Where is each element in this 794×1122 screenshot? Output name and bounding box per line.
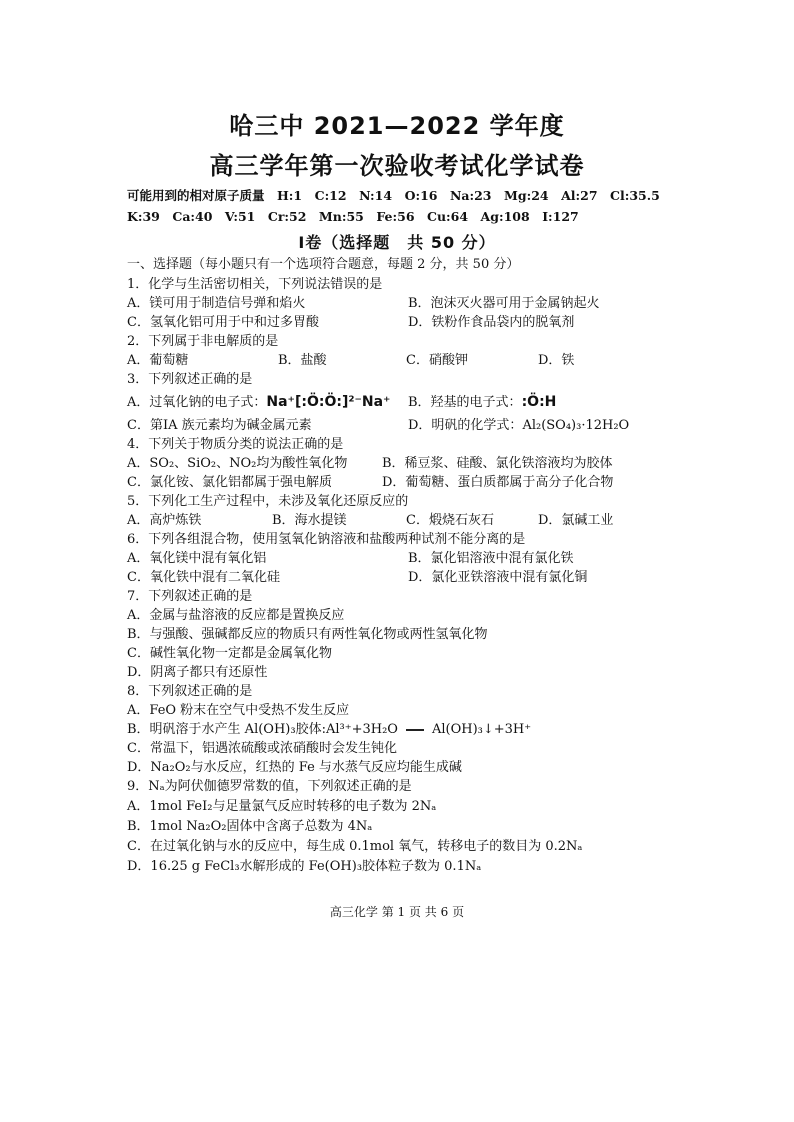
question-5-option-c: C．煅烧石灰石	[406, 513, 494, 528]
page-footer: 高三化学 第 1 页 共 6 页	[329, 905, 465, 919]
question-7-option-d: D．阴离子都只有还原性	[127, 665, 268, 680]
question-7-option-c: C．碱性氧化物一定都是金属氧化物	[127, 646, 332, 661]
question-8-option-a: A．FeO 粉末在空气中受热不发生反应	[127, 703, 350, 718]
question-1-option-a: A．镁可用于制造信号弹和焰火	[127, 296, 306, 311]
question-7-option-b: B．与强酸、强碱都反应的物质只有两性氧化物或两性氢氧化物	[127, 627, 488, 642]
question-3-option-c: C．第IA 族元素均为碱金属元素	[127, 418, 312, 433]
sodium-peroxide-electron-formula: Na⁺[:Ö:Ö:]²⁻Na⁺	[266, 394, 391, 410]
question-9-option-b: B．1mol Na₂O₂固体中含离子总数为 4Nₐ	[127, 819, 373, 834]
exam-title-school-year: 哈三中 2021—2022 学年度	[229, 112, 565, 140]
question-9-option-c: C．在过氧化钠与水的反应中，每生成 0.1mol 氧气，转移电子的数目为 0.2Nₐ	[127, 839, 583, 854]
atomic-mass-line-1: 可能用到的相对原子质量 H:1 C:12 N:14 O:16 Na:23 Mg:24 Al:27 Cl:35.5	[127, 188, 660, 203]
question-7-option-a: A．金属与盐溶液的反应都是置换反应	[127, 608, 345, 623]
question-3-option-d	[408, 414, 629, 433]
question-5-option-d: D．氯碱工业	[538, 513, 614, 528]
question-2-option-b: B．盐酸	[278, 353, 327, 368]
question-2-option-d: D．铁	[538, 353, 575, 368]
question-8-option-d: D．Na₂O₂与水反应，红热的 Fe 与水蒸气反应均能生成碱	[127, 760, 462, 775]
question-8-stem: 8．下列叙述正确的是	[127, 684, 253, 699]
question-4-option-c: C．氯化铵、氯化铝都属于强电解质	[127, 475, 332, 490]
question-1-stem: 1．化学与生活密切相关，下列说法错误的是	[127, 277, 383, 292]
question-8-option-b-text: B．明矾溶于水产生 Al(OH)₃胶体:Al³⁺+3H₂O	[127, 722, 398, 737]
question-5-option-a: A．高炉炼铁	[127, 513, 202, 528]
hydroxyl-electron-formula: :Ö:H	[521, 394, 557, 410]
question-3-option-a	[127, 391, 390, 410]
question-5-option-b: B．海水提镁	[272, 513, 347, 528]
question-3-option-a-text: A．过氧化钠的电子式：	[127, 395, 267, 410]
question-3-option-b-text: B．羟基的电子式：	[408, 395, 522, 410]
question-8-option-b-product: Al(OH)₃↓+3H⁺	[431, 722, 532, 737]
question-6-option-c: C．氧化铁中混有二氧化硅	[127, 570, 280, 585]
question-9-option-a: A．1mol FeI₂与足量氯气反应时转移的电子数为 2Nₐ	[127, 799, 437, 814]
atomic-mass-line-2: K:39 Ca:40 V:51 Cr:52 Mn:55 Fe:56 Cu:64 Ag:108 I:127	[127, 209, 579, 224]
question-1-option-d: D．铁粉作食品袋内的脱氧剂	[408, 315, 575, 330]
question-9-stem: 9．Nₐ为阿伏伽德罗常数的值，下列叙述正确的是	[127, 779, 412, 794]
question-4-option-a: A．SO₂、SiO₂、NO₂均为酸性氧化物	[127, 456, 348, 471]
question-4-option-d: D．葡萄糖、蛋白质都属于高分子化合物	[382, 475, 614, 490]
exam-title-subject: 高三学年第一次验收考试化学试卷	[209, 152, 585, 180]
question-2-stem: 2．下列属于非电解质的是	[127, 334, 279, 349]
question-1-option-c: C．氢氧化铝可用于中和过多胃酸	[127, 315, 319, 330]
question-7-stem: 7．下列叙述正确的是	[127, 589, 253, 604]
question-6-option-a: A．氧化镁中混有氧化铝	[127, 551, 267, 566]
question-3-stem: 3．下列叙述正确的是	[127, 372, 253, 387]
question-4-option-b: B．稀豆浆、硅酸、氯化铁溶液均为胶体	[382, 456, 613, 471]
question-4-stem: 4．下列关于物质分类的说法正确的是	[127, 437, 344, 452]
question-6-option-d: D．氯化亚铁溶液中混有氯化铜	[408, 570, 588, 585]
question-6-option-b: B．氯化铝溶液中混有氯化铁	[408, 551, 574, 566]
question-3-option-b	[408, 391, 556, 410]
question-3-option-d-text: D．明矾的化学式：	[408, 418, 523, 433]
alum-formula: Al₂(SO₄)₃·12H₂O	[522, 418, 630, 433]
question-8-option-c: C．常温下，铝遇浓硫酸或浓硝酸时会发生钝化	[127, 741, 397, 756]
question-5-stem: 5．下列化工生产过程中，未涉及氧化还原反应的	[127, 494, 409, 509]
question-9-option-d: D．16.25 g FeCl₃水解形成的 Fe(OH)₃胶体粒子数为 0.1Nₐ	[127, 859, 482, 874]
equilibrium-equals-sign	[406, 729, 424, 731]
question-2-option-a: A．葡萄糖	[127, 353, 189, 368]
question-6-stem: 6．下列各组混合物，使用氢氧化钠溶液和盐酸两种试剂不能分离的是	[127, 532, 526, 547]
question-8-option-b	[127, 718, 531, 737]
question-1-option-b: B．泡沫灭火器可用于金属钠起火	[408, 296, 600, 311]
section-title: Ⅰ卷（选择题 共 50 分）	[298, 233, 496, 252]
section-instruction: 一、选择题（每小题只有一个选项符合题意，每题 2 分，共 50 分）	[127, 257, 520, 272]
question-2-option-c: C．硝酸钾	[406, 353, 468, 368]
